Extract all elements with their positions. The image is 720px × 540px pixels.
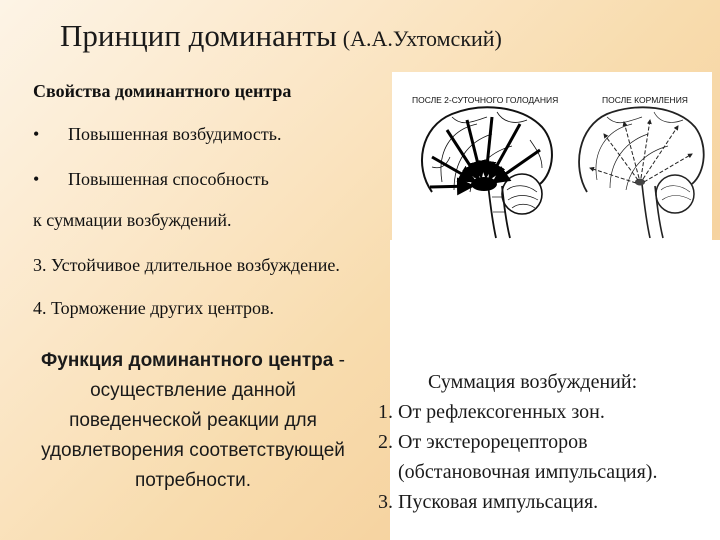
title-author: (А.А.Ухтомский) <box>342 26 502 51</box>
properties-heading: Свойства доминантного центра <box>33 81 292 101</box>
bullet-mark: • <box>33 169 40 189</box>
property-item-2-text: Повышенная способность <box>68 169 269 189</box>
left-brain-caption: ПОСЛЕ 2-СУТОЧНОГО ГОЛОДАНИЯ <box>412 95 559 105</box>
title-main: Принцип доминанты <box>60 18 337 53</box>
slide-title <box>60 18 502 54</box>
summation-item-2: 2. От экстерорецепторов <box>378 431 588 453</box>
summation-item-2-detail: (обстановочная импульсация). <box>398 461 658 483</box>
summation-item-3: 3. Пусковая импульсация. <box>378 491 599 513</box>
property-item-3: 3. Устойчивое длительное возбуждение. <box>33 255 340 275</box>
summation-item-1: 1. От рефлексогенных зон. <box>378 401 605 423</box>
property-item-2-continuation: к суммации возбуждений. <box>33 210 232 230</box>
left-brain <box>422 107 552 238</box>
property-item-1-text: Повышенная возбудимость. <box>68 124 282 144</box>
brain-dominant-figure <box>392 72 712 242</box>
property-item-4: 4. Торможение других центров. <box>33 298 275 318</box>
right-brain <box>579 107 704 238</box>
summation-block <box>378 367 718 517</box>
function-description <box>38 346 348 496</box>
right-brain-caption: ПОСЛЕ КОРМЛЕНИЯ <box>602 95 688 105</box>
function-term: Функция доминантного центра <box>41 350 334 371</box>
function-definition: - осуществление данной поведенческой реакции для удовлетворения соответствующей потребности. <box>41 350 345 491</box>
summation-title: Суммация возбуждений: <box>428 371 638 393</box>
bullet-mark: • <box>33 124 40 144</box>
brain-diagram-svg <box>392 72 712 242</box>
